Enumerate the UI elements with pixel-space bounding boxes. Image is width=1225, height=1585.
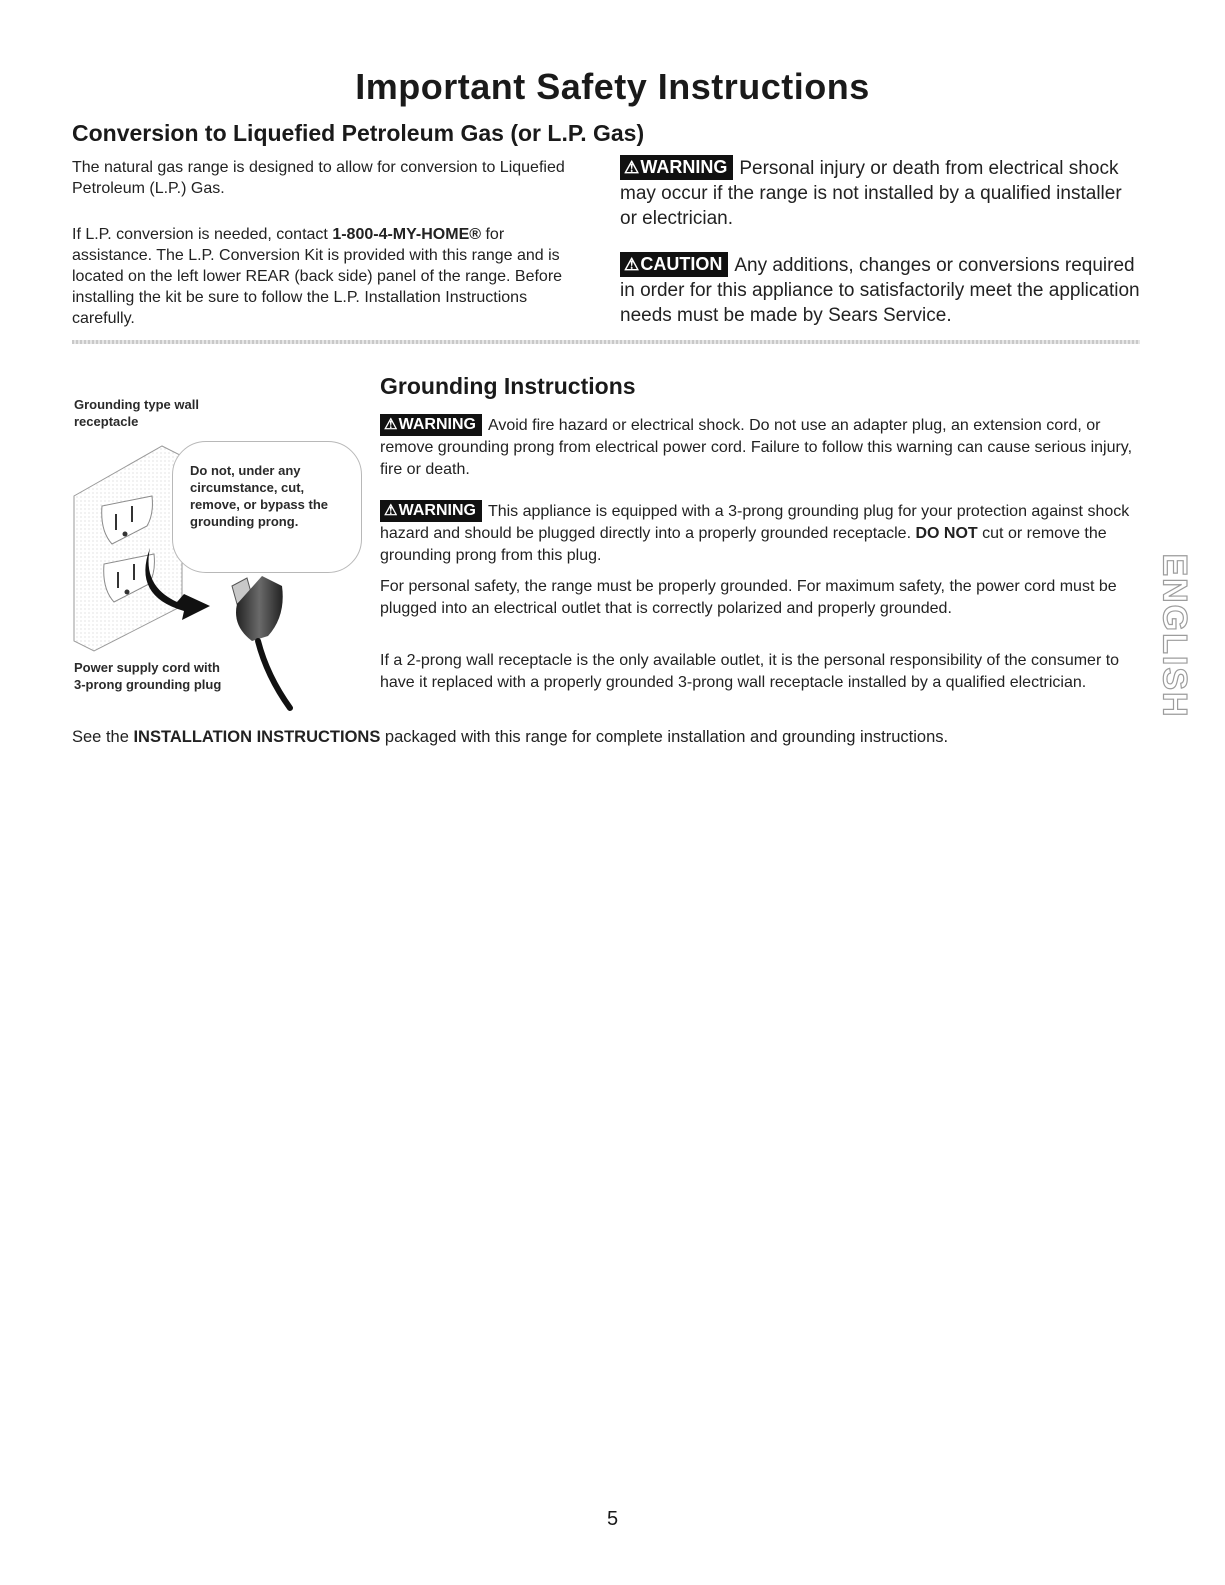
caution-badge <box>620 252 728 277</box>
footer-note-rest: packaged with this range for complete installation and grounding instructions. <box>380 728 949 746</box>
section-divider <box>72 340 1140 344</box>
grounding-2prong-paragraph: If a 2-prong wall receptacle is the only available outlet, it is the personal responsibility of the consumer to have it replaced with a properly grounded 3-prong wall receptacle installed by a qualified electrician. <box>380 652 1120 691</box>
grounding-warning-1-text: Avoid fire hazard or electrical shock. Do not use an adapter plug, an extension cord, or remove grounding prong from electrical power cord. Failure to follow this warning can cause serious injury, fire or death. <box>380 417 1133 478</box>
lp-paragraph-2-intro: If L.P. conversion is needed, contact <box>72 226 333 243</box>
warning-triangle-icon: ⚠ <box>384 502 398 519</box>
warning-badge <box>380 414 482 436</box>
lp-section-heading: Conversion to Liquefied Petroleum Gas (or L.P. Gas) <box>72 120 645 146</box>
warning-triangle-icon: ⚠ <box>624 255 640 274</box>
lp-caution-block <box>620 252 1140 328</box>
cord-label: Power supply cord with 3-prong grounding plug <box>74 660 222 692</box>
grounding-heading: Grounding Instructions <box>380 373 636 399</box>
callout-text: Do not, under any circumstance, cut, remove, or bypass the grounding prong. <box>190 463 328 529</box>
warning-badge <box>620 155 733 180</box>
warning-badge-label: WARNING <box>398 502 476 519</box>
language-side-tab <box>1150 553 1198 719</box>
installation-instructions-emphasis: INSTALLATION INSTRUCTIONS <box>133 728 381 746</box>
plug-icon <box>232 576 290 708</box>
lp-warning-block <box>620 155 1140 231</box>
warning-triangle-icon: ⚠ <box>624 158 640 177</box>
warning-badge-label: WARNING <box>640 157 728 177</box>
warning-badge-label: WARNING <box>398 416 476 433</box>
footer-note <box>72 727 1142 748</box>
grounding-warning-1 <box>380 414 1140 481</box>
grounding-warning-2-text: This appliance is equipped with a 3-prong grounding plug for your protection against shock hazard and should be plugged directly into a properly grounded receptacle. <box>380 503 1130 542</box>
wall-receptacle-icon <box>74 446 182 651</box>
grounding-warning-2 <box>380 500 1140 567</box>
language-side-tab-label: ENGLISH <box>1155 553 1194 719</box>
receptacle-label: Grounding type wall receptacle <box>74 397 199 429</box>
footer-note-intro: See the <box>72 728 134 746</box>
lp-warning-text: Personal injury or death from electrical shock may occur if the range is not installed by a qualified installer or electrician. <box>620 158 1122 229</box>
lp-paragraph-2-rest: for assistance. The L.P. Conversion Kit is provided with this range and is located on the left lower REAR (back side) panel of the range. Before installing the kit be sure to follow the L.P. Installation Instructions carefully. <box>72 226 563 327</box>
phone-number: 1-800-4-MY-HOME® <box>332 226 482 243</box>
warning-badge <box>380 500 482 522</box>
do-not-text: cut or remove the grounding prong from this plug. <box>380 525 1107 564</box>
lp-paragraph-1: The natural gas range is designed to allow for conversion to Liquefied Petroleum (L.P.) Gas. <box>72 159 565 197</box>
lp-caution-text: Any additions, changes or conversions required in order for this appliance to satisfactorily meet the application needs must be made by Sears Service. <box>620 255 1140 326</box>
page-number: 5 <box>606 1508 619 1530</box>
lp-paragraph-2 <box>72 224 588 329</box>
warning-triangle-icon: ⚠ <box>384 416 398 433</box>
do-not-emphasis: DO NOT <box>915 525 978 542</box>
grounding-safety-paragraph: For personal safety, the range must be properly grounded. For maximum safety, the power cord must be plugged into an electrical outlet that is correctly polarized and properly grounded. <box>380 578 1117 617</box>
page-title: Important Safety Instructions <box>355 66 870 107</box>
caution-badge-label: CAUTION <box>640 254 723 274</box>
